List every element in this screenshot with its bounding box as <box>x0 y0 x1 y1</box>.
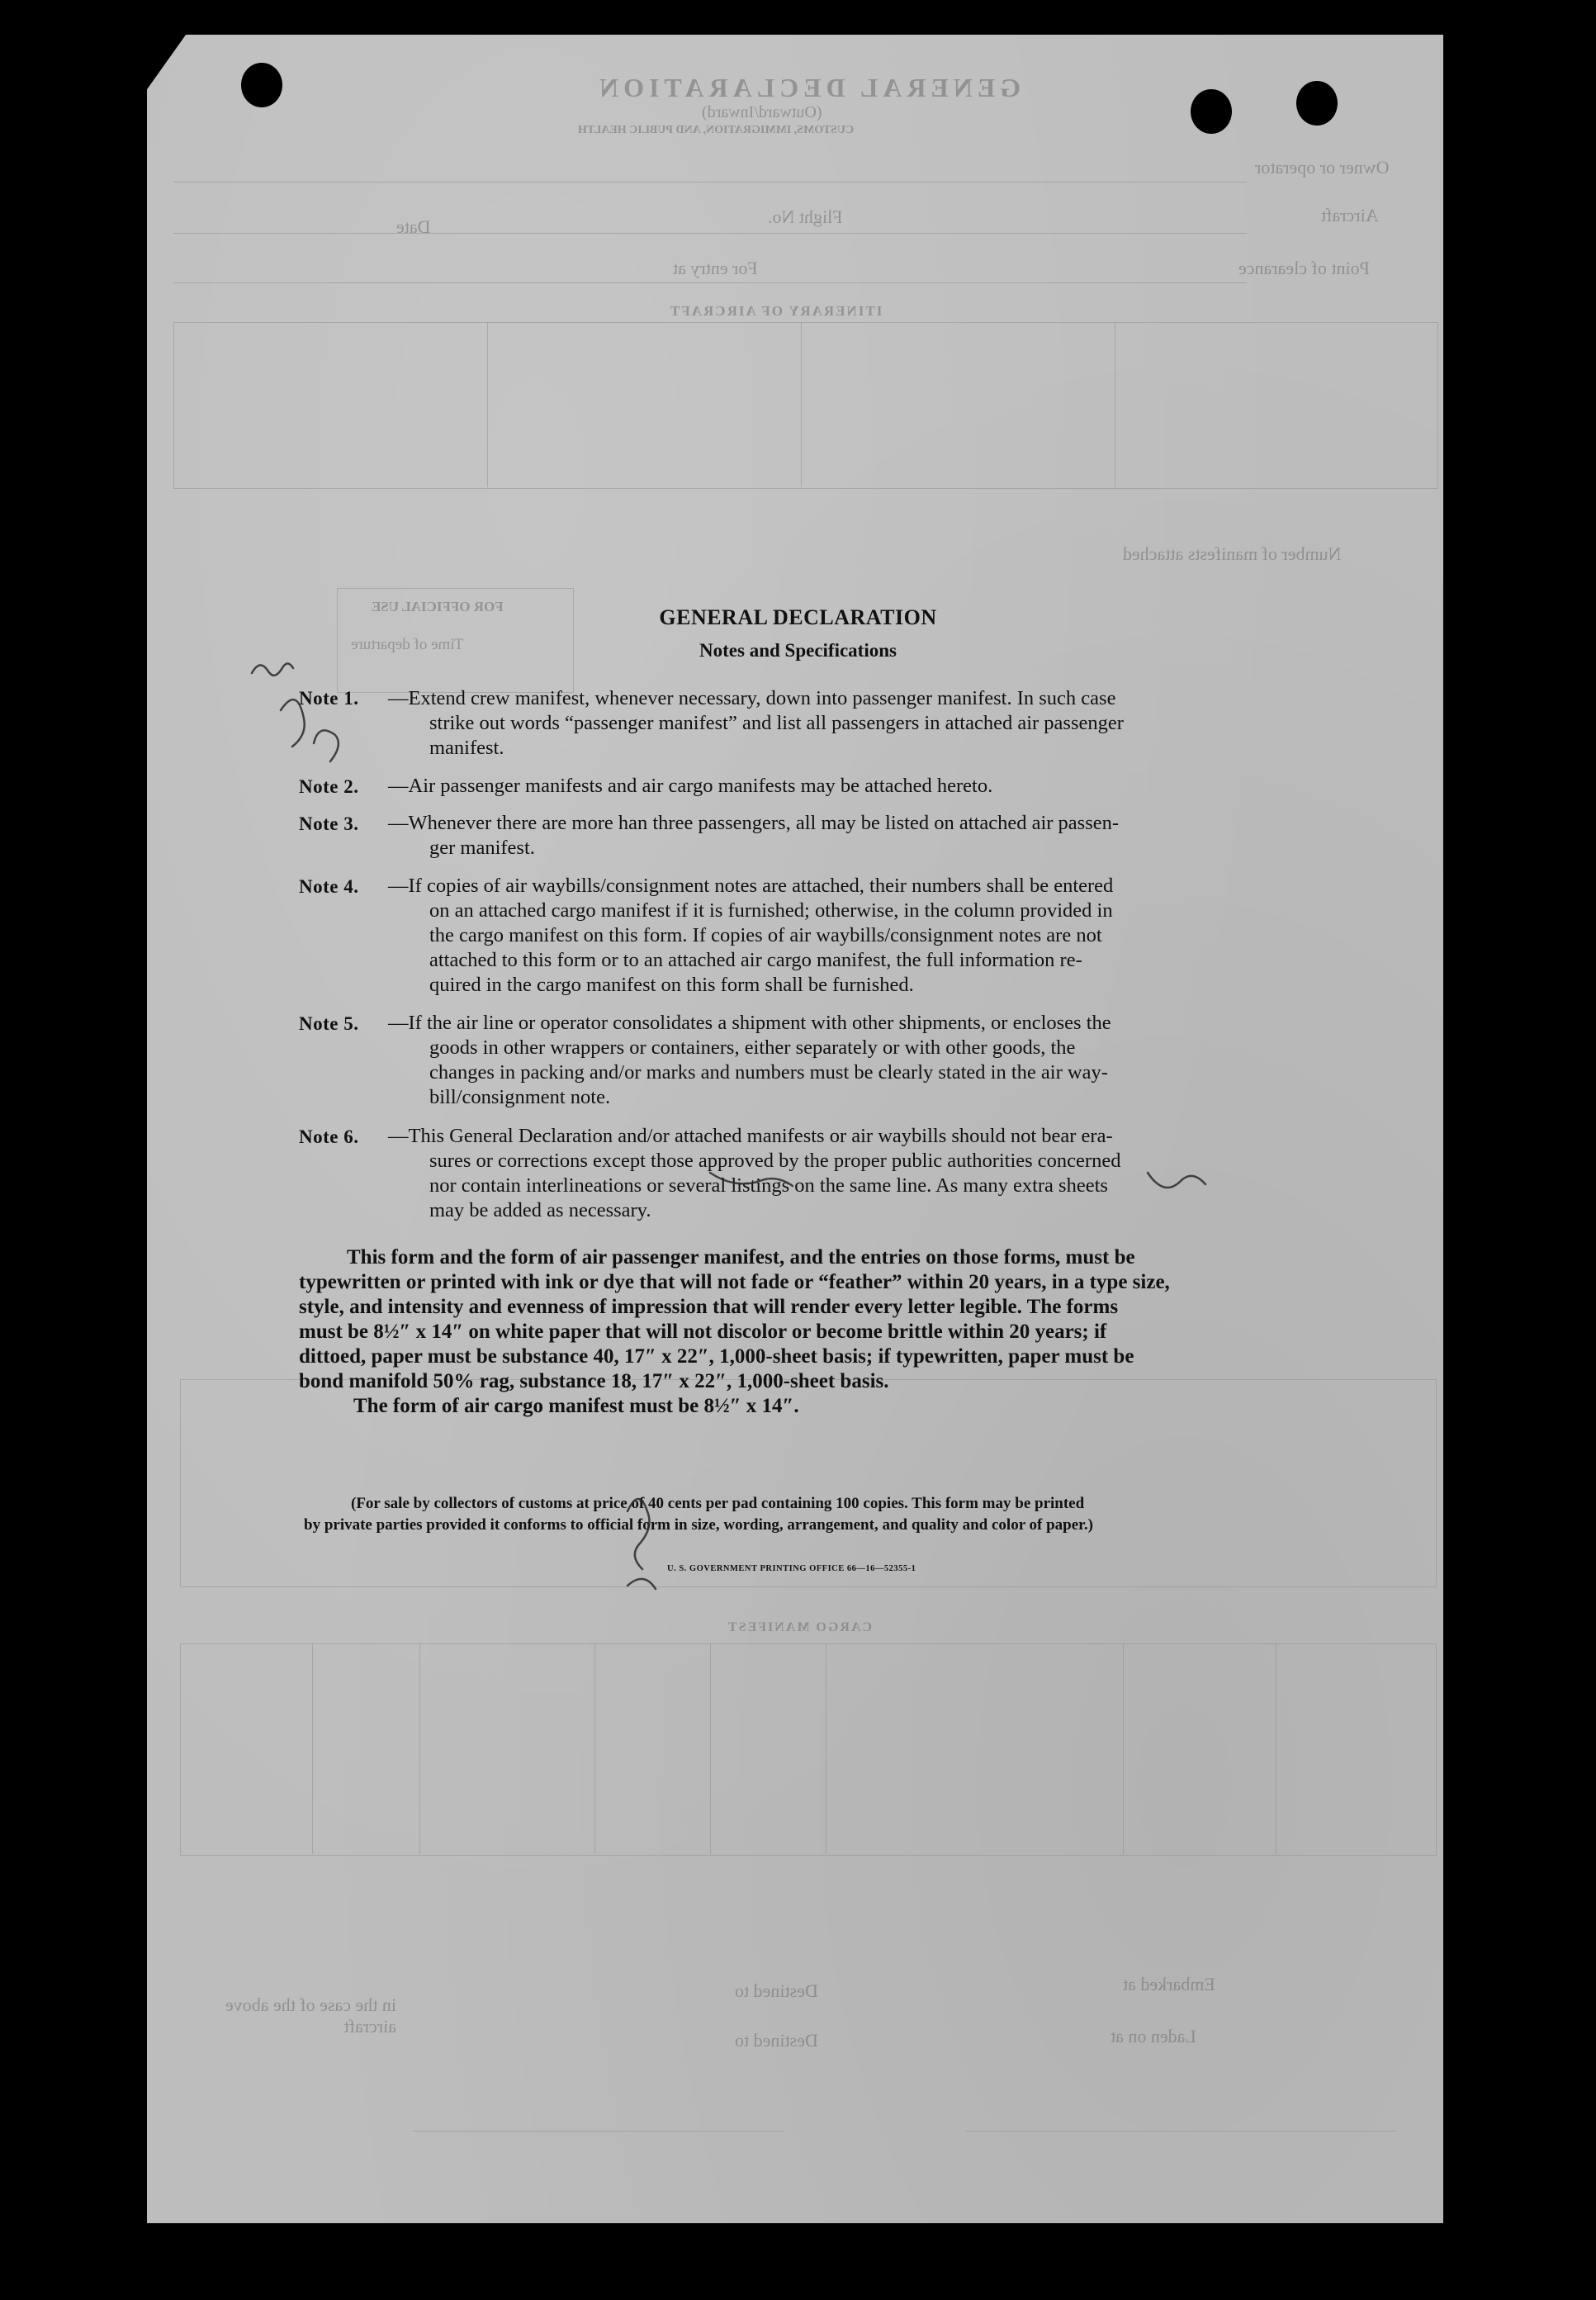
bleed-title: GENERAL DECLARATION <box>594 73 1021 102</box>
note-text-line: bill/consignment note. <box>429 1086 611 1108</box>
printer-imprint: U. S. GOVERNMENT PRINTING OFFICE 66—16—52355-1 <box>667 1564 916 1573</box>
bleed-date-label: Date <box>396 216 431 237</box>
bleed-itinerary-label: ITINERARY OF AIRCRAFT <box>669 303 883 319</box>
bleed-flight-label: Flight No. <box>768 206 843 227</box>
bleed-in-case: in the case of the above aircraft <box>225 1994 396 2037</box>
document-subtitle: Notes and Specifications <box>699 640 897 661</box>
note-text-line: —If the air line or operator consolidates a shipment with other shipments, or encloses the <box>388 1012 1111 1034</box>
handwritten-mark <box>252 663 293 675</box>
handwritten-mark <box>628 1579 656 1589</box>
paragraph-line: dittoed, paper must be substance 40, 17″ x 22″, 1,000-sheet basis; if typewritten, paper must be <box>299 1345 1134 1368</box>
note-text-line: nor contain interlineations or several listings on the same line. As many extra sheets <box>429 1174 1108 1197</box>
paragraph-line: This form and the form of air passenger manifest, and the entries on those forms, must be <box>347 1246 1135 1269</box>
note-text-line: ger manifest. <box>429 837 535 859</box>
note-text-line: attached to this form or to an attached air cargo manifest, the full information re- <box>429 949 1082 971</box>
document-title: GENERAL DECLARATION <box>659 605 937 629</box>
paragraph-line: The form of air cargo manifest must be 8½″ x 14″. <box>353 1395 799 1417</box>
note-text-line: —Whenever there are more han three passengers, all may be listed on attached air passen- <box>388 812 1120 834</box>
note-label: Note 1. <box>299 688 359 709</box>
note-text-line: on an attached cargo manifest if it is furnished; otherwise, in the column provided in <box>429 899 1113 922</box>
note-label: Note 2. <box>299 776 359 797</box>
bleed-manifests-label: Number of manifests attached <box>1123 543 1342 564</box>
paragraph-line: must be 8½″ x 14″ on white paper that will not discolor or become brittle within 20 years; if <box>299 1321 1107 1343</box>
bleed-cargo-manifest: CARGO MANIFEST <box>727 1620 873 1634</box>
sale-notice-line: by private parties provided it conforms to official form in size, wording, arrangement, and quality and color of paper.) <box>304 1516 1093 1534</box>
note-text-line: strike out words “passenger manifest” and list all passengers in attached air passenger <box>429 712 1124 734</box>
note-text-line: changes in packing and/or marks and numbers must be clearly stated in the air way- <box>429 1061 1108 1084</box>
bleed-destined-1: Destined to <box>735 1980 818 2001</box>
note-text-line: manifest. <box>429 737 504 759</box>
note-text-line: quired in the cargo manifest on this form shall be furnished. <box>429 974 914 996</box>
note-label: Note 4. <box>299 876 359 897</box>
bleed-laden: Laden on at <box>1111 2026 1196 2046</box>
bleed-time-departure: Time of departure <box>351 636 464 653</box>
note-text-line: —Air passenger manifests and air cargo manifests may be attached hereto. <box>388 775 993 797</box>
handwritten-mark <box>710 1173 793 1186</box>
bleed-aircraft-label: Aircraft <box>1321 205 1379 225</box>
sale-notice-line: (For sale by collectors of customs at price of 40 cents per pad containing 100 copies. This form may be printed <box>351 1495 1085 1512</box>
note-text-line: —Extend crew manifest, whenever necessary, down into passenger manifest. In such case <box>388 687 1116 709</box>
note-text-line: may be added as necessary. <box>429 1199 651 1221</box>
note-text-line: sures or corrections except those approved by the proper public authorities concerned <box>429 1150 1121 1172</box>
bleed-subtitle: (Outward/Inward) <box>702 103 822 121</box>
bleed-owner-label: Owner or operator <box>1255 157 1390 178</box>
bleed-entry-label: For entry at <box>673 258 758 278</box>
bleed-agency: CUSTOMS, IMMIGRATION, AND PUBLIC HEALTH <box>578 124 855 136</box>
note-text-line: goods in other wrappers or containers, either separately or with other goods, the <box>429 1036 1076 1059</box>
bleed-embarked: Embarked at <box>1123 1974 1215 1994</box>
paragraph-line: bond manifold 50% rag, substance 18, 17″ x 22″, 1,000-sheet basis. <box>299 1370 889 1392</box>
handwritten-mark <box>314 730 339 761</box>
note-text-line: —If copies of air waybills/consignment notes are attached, their numbers shall be entered <box>388 875 1114 897</box>
note-label: Note 5. <box>299 1013 359 1034</box>
bleed-official-use: FOR OFFICIAL USE <box>372 599 504 614</box>
bleed-destined-2: Destined to <box>735 2030 818 2051</box>
note-text-line: —This General Declaration and/or attached manifests or air waybills should not bear era- <box>388 1125 1113 1147</box>
paragraph-line: style, and intensity and evenness of impression that will render every letter legible. The forms <box>299 1296 1119 1318</box>
note-label: Note 6. <box>299 1126 359 1147</box>
handwritten-mark <box>628 1499 649 1569</box>
handwritten-mark <box>281 699 305 747</box>
note-label: Note 3. <box>299 813 359 834</box>
bleed-clearance-label: Point of clearance <box>1238 258 1370 278</box>
paragraph-line: typewritten or printed with ink or dye that will not fade or “feather” within 20 years, in a type size, <box>299 1271 1170 1293</box>
note-text-line: the cargo manifest on this form. If copies of air waybills/consignment notes are not <box>429 924 1102 946</box>
handwritten-mark <box>1148 1173 1205 1188</box>
